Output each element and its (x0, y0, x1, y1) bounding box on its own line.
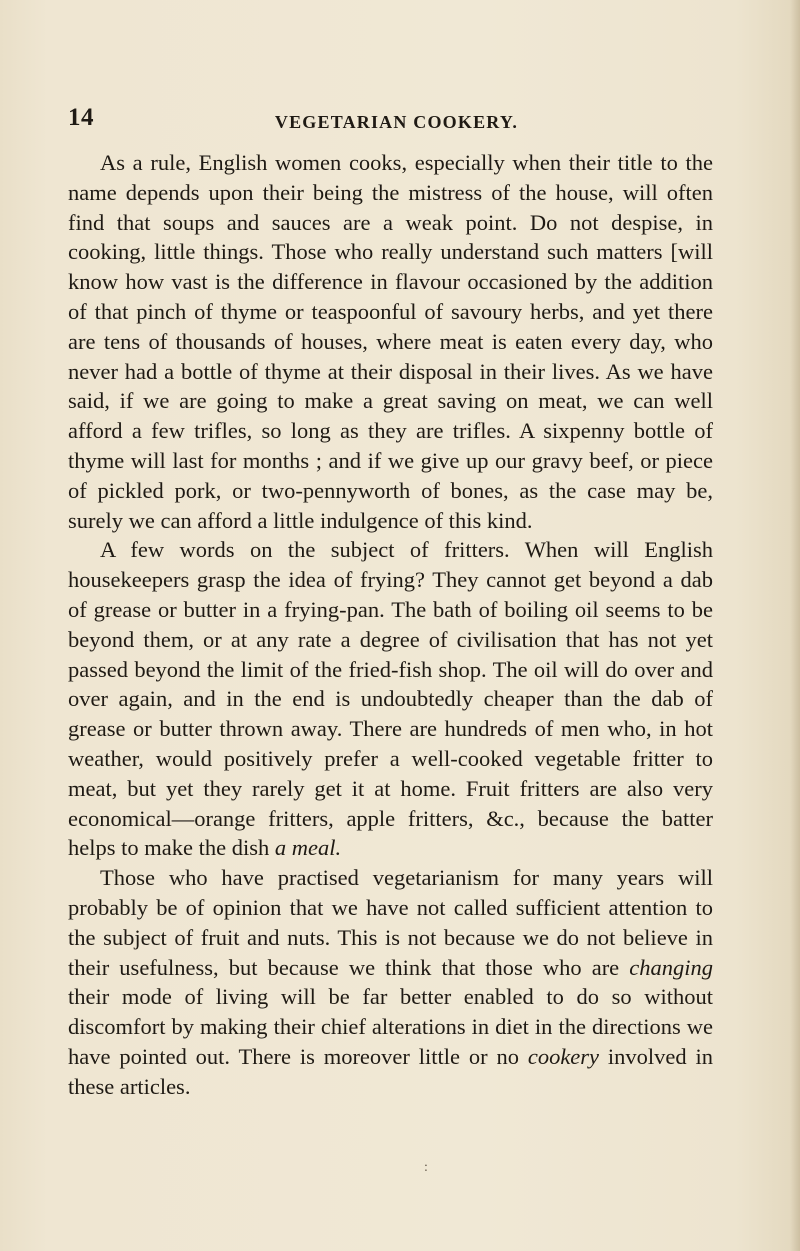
paragraph-soups-and-sauces (68, 148, 713, 535)
italic-text-segment: cookery (527, 1043, 600, 1069)
stray-print-mark: : (424, 1160, 428, 1175)
body-text (68, 148, 713, 1102)
paragraph-fritters (68, 535, 713, 863)
italic-text-segment: changing (629, 954, 713, 980)
paragraph-fruit-and-nuts (68, 863, 713, 1101)
page-edge-shadow (790, 0, 800, 1251)
text-segment: their mode of living will be far better enabled to do so without discomfort by making their chief alterations in diet in the directions we have pointed out. There is moreover little or no (68, 984, 713, 1069)
page-header (68, 104, 713, 138)
text-segment: involved in these articles. (68, 1043, 713, 1099)
running-title: VEGETARIAN COOKERY. (274, 112, 519, 132)
text-segment: Those who have practised vegetarianism for many years will probably be of opinion that we have not called sufficient attention to the subject of fruit and nuts. This is not because we do not believe in their usefulness, but because we think that those who are (68, 865, 713, 980)
text-segment: As a rule, English women cooks, especially when their title to the name depends upon their being the mistress of the house, will often find that soups and sauces are a weak point. Do not despise, in cooking, little things. Those who really understand such matters [will know how vast is the difference in flavour occasioned by the addition of that pinch of thyme or teaspoonful of savoury herbs, and yet there are tens of thousands of houses, where meat is eaten every day, who never had a bottle of thyme at their disposal in their lives. As we have said, if we are going to make a great saving on meat, we can well afford a few trifles, so long as they are trifles. A sixpenny bottle of thyme will last for months ; and if we give up our gravy beef, or piece of pickled pork, or two-pennyworth of bones, as the case may be, surely we can afford a little indulgence of this kind. (68, 150, 713, 533)
page-number: 14 (68, 104, 94, 131)
text-segment: A few words on the subject of fritters. When will English housekeepers grasp the idea of frying? They cannot get beyond a dab of grease or butter in a frying-pan. The bath of boiling oil seems to be beyond them, or at any rate a degree of civilisation that has not yet passed beyond the limit of the fried-fish shop. The oil will do over and over again, and in the end is undoubtedly cheaper than the dab of grease or butter thrown away. There are hundreds of men who, in hot weather, would positively prefer a well-cooked vegetable fritter to meat, but yet they rarely get it at home. Fruit fritters are also very economical—orange fritters, apple fritters, &c., because the batter helps to make the dish (68, 537, 713, 861)
italic-text-segment: a meal. (274, 835, 342, 861)
